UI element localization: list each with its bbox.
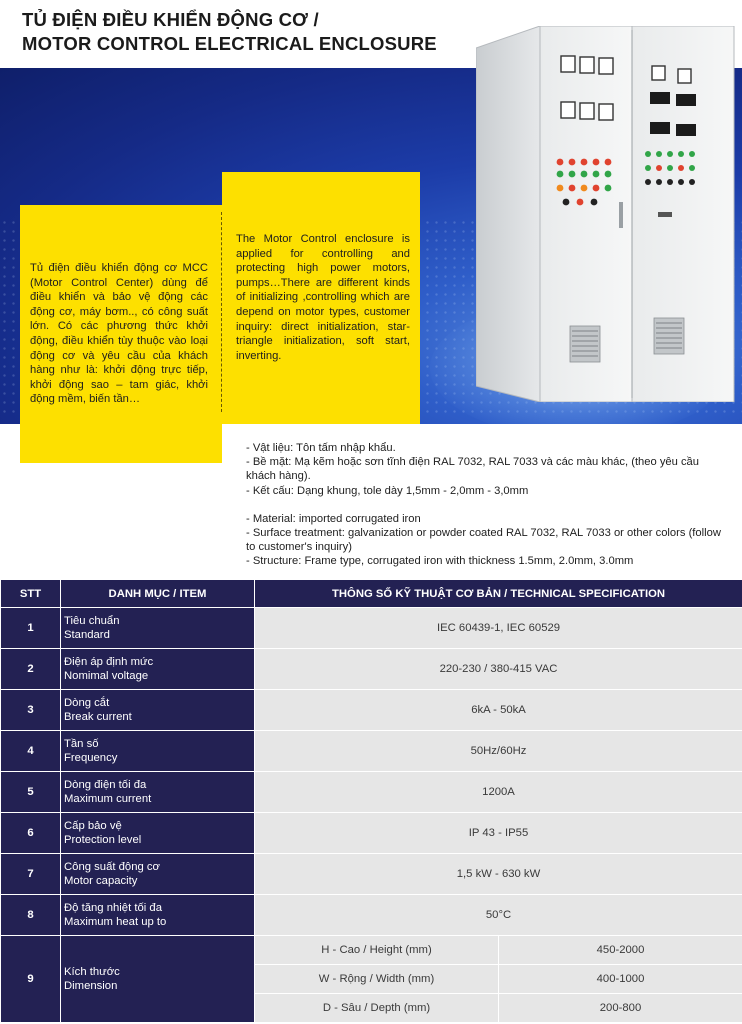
spec-en-surface: - Surface treatment: galvanization or powder coated RAL 7032, RAL 7033 or other colors (follow to customer's inquiry) <box>246 527 721 554</box>
table-row <box>1 895 742 936</box>
row-value: IEC 60439-1, IEC 60529 <box>255 608 742 649</box>
dimension-value: 200-800 <box>499 994 742 1023</box>
spec-en-material: - Material: imported corrugated iron <box>246 512 421 525</box>
table-row <box>1 731 742 772</box>
row-stt: 5 <box>1 772 61 813</box>
table-row <box>1 608 742 649</box>
row-stt: 2 <box>1 649 61 690</box>
table-row <box>1 690 742 731</box>
row-value: IP 43 - IP55 <box>255 813 742 854</box>
row-stt: 6 <box>1 813 61 854</box>
row-value: 50Hz/60Hz <box>255 731 742 772</box>
row-item: Điện áp định mức Nomimal voltage <box>61 649 255 690</box>
dimension-label: D - Sâu / Depth (mm) <box>255 994 499 1023</box>
spec-vi-material: - Vật liệu: Tôn tấm nhập khẩu. <box>246 442 396 454</box>
spec-vi-surface: - Bề mặt: Mạ kẽm hoặc sơn tĩnh điện RAL 7032, RAL 7033 và các màu khác, (theo yêu cầu khách hàng). <box>246 456 700 483</box>
spec-en-structure: - Structure: Frame type, corrugated iron with thickness 1.5mm, 2.0mm, 3.0mm <box>246 555 634 568</box>
dimension-value: 450-2000 <box>499 936 742 965</box>
row-value: 220-230 / 380-415 VAC <box>255 649 742 690</box>
row-item: Dòng điện tối đa Maximum current <box>61 772 255 813</box>
dimension-row <box>1 936 742 965</box>
header-stt: STT <box>1 580 61 608</box>
intro-vi-text: Tủ điện điều khiển động cơ MCC (Motor Control Center) dùng để điều khiển và bảo vệ động các động cơ, máy bơm.., có công suất lớn. Có các phương thức khởi động, điều khiển tùy thuộc vào loại động cơ và yêu cầu của khách hàng như là: khởi động trực tiếp, khởi động sao – tam giác, khởi động mềm, biến tần… <box>30 262 208 406</box>
row-value: 1,5 kW - 630 kW <box>255 854 742 895</box>
table-row <box>1 854 742 895</box>
title-en: MOTOR CONTROL ELECTRICAL ENCLOSURE <box>22 33 437 54</box>
row-stt: 9 <box>1 936 61 1023</box>
box-divider <box>221 212 222 412</box>
page-title <box>22 8 437 56</box>
spec-vi-structure: - Kết cấu: Dạng khung, tole dày 1,5mm - 2,0mm - 3,0mm <box>246 484 529 497</box>
row-value: 6kA - 50kA <box>255 690 742 731</box>
dimension-label: W - Rộng / Width (mm) <box>255 965 499 994</box>
header-item: DANH MỤC / ITEM <box>61 580 255 608</box>
row-item: Công suất động cơ Motor capacity <box>61 854 255 895</box>
row-stt: 1 <box>1 608 61 649</box>
row-stt: 8 <box>1 895 61 936</box>
title-vi: TỦ ĐIỆN ĐIỀU KHIỂN ĐỘNG CƠ / <box>22 9 319 30</box>
table-row <box>1 649 742 690</box>
material-specs <box>246 441 726 569</box>
header-spec: THÔNG SỐ KỸ THUẬT CƠ BẢN / TECHNICAL SPECIFICATION <box>255 580 742 608</box>
row-item: Cấp bảo vệ Protection level <box>61 813 255 854</box>
intro-en-text: The Motor Control enclosure is applied for controlling and protecting high power motors, pumps…There are different kinds of initializing ,controlling which are depend on motor types, customer inquiry: direct initialization, star- triangle initialization, soft start, inverting. <box>236 233 410 362</box>
row-item: Tần số Frequency <box>61 731 255 772</box>
row-value: 1200A <box>255 772 742 813</box>
row-stt: 7 <box>1 854 61 895</box>
row-item: Dòng cắt Break current <box>61 690 255 731</box>
row-item: Kích thước Dimension <box>61 936 255 1023</box>
row-stt: 3 <box>1 690 61 731</box>
dimension-value: 400-1000 <box>499 965 742 994</box>
table-row <box>1 813 742 854</box>
cabinet-image <box>476 26 738 402</box>
technical-spec-table <box>0 579 742 1023</box>
dimension-label: H - Cao / Height (mm) <box>255 936 499 965</box>
table-row <box>1 772 742 813</box>
row-item: Độ tăng nhiệt tối đa Maximum heat up to <box>61 895 255 936</box>
table-header-row <box>1 580 742 608</box>
row-value: 50°C <box>255 895 742 936</box>
row-item: Tiêu chuẩn Standard <box>61 608 255 649</box>
row-stt: 4 <box>1 731 61 772</box>
